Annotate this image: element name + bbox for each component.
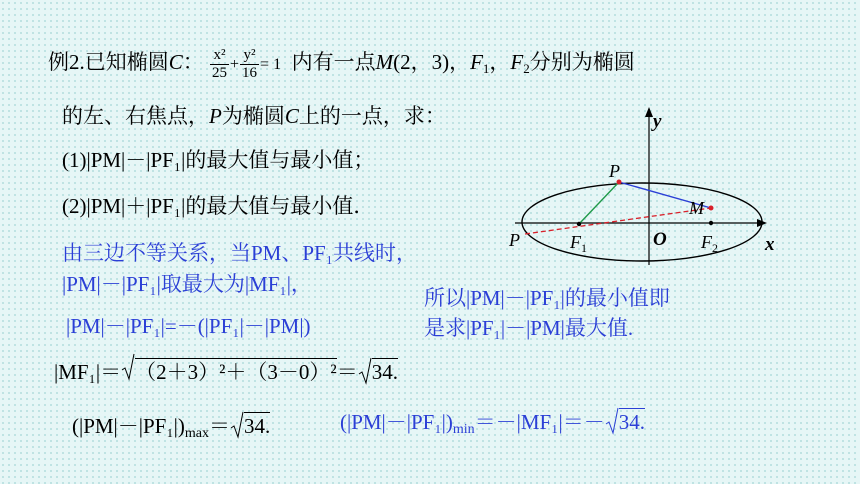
F2-label: $F_2$	[701, 232, 718, 255]
sqrt-34	[230, 414, 270, 439]
frac-num: x²	[210, 47, 229, 65]
focus-F2: F	[510, 50, 524, 74]
solution-line-3: |PM|－|PF₁|=－(|PF₁|－|PM|)	[66, 314, 311, 338]
ellipse-curve	[522, 183, 762, 261]
sqrt-34	[358, 360, 398, 385]
point-coords: (2，3)，	[393, 50, 471, 74]
frac-den: 16	[242, 64, 258, 81]
problem-text: 内有一点	[291, 50, 376, 74]
plus-sign: +	[230, 56, 240, 73]
ellipse-name: C	[284, 104, 299, 128]
radicand: 34.	[618, 410, 645, 434]
y-axis-label: y	[653, 111, 662, 132]
point-F2	[709, 221, 713, 225]
focus-F1: F	[470, 50, 483, 74]
solution-line-7	[340, 406, 645, 438]
dashed-line-MP	[525, 208, 711, 234]
solution-line-4b: 是求|PF₁|－|PM|最大值.	[424, 316, 634, 340]
F1-label: $F_1$	[570, 232, 587, 255]
frac-den: 25	[212, 64, 228, 81]
problem-line-2	[62, 100, 446, 130]
mf1-label: |MF₁|＝	[54, 360, 122, 384]
segment-PF1	[579, 182, 619, 224]
frac-num: y²	[240, 47, 259, 65]
problem-text: 上的一点，求：	[298, 104, 446, 128]
origin-label: O	[653, 229, 667, 250]
sqrt-34	[605, 410, 645, 435]
expression: ＝－|MF₁|＝－	[474, 410, 605, 434]
fraction-y2-16	[240, 47, 259, 82]
colon: ：	[182, 50, 204, 74]
problem-text: 为椭圆	[221, 104, 285, 128]
sqrt-expression	[121, 356, 337, 386]
M-label: M	[689, 198, 704, 218]
ellipse-figure	[495, 105, 795, 265]
point-F1	[577, 222, 581, 226]
equals-one: = 1	[260, 56, 282, 73]
y-axis-arrow	[645, 107, 653, 117]
solution-line-4a: 所以|PM|－|PF₁|的最小值即	[424, 286, 670, 310]
question-1: (1)|PM|－|PF₁|的最大值与最小值；	[62, 148, 375, 172]
problem-line-1	[48, 40, 635, 84]
solution-line-1: 由三边不等关系，当PM、PF₁共线时，	[62, 241, 418, 265]
P-left-label: P	[509, 230, 520, 250]
radicand: 34.	[371, 360, 398, 384]
expression: (|PM|－|PF₁|)	[72, 414, 185, 438]
solution-line-2: |PM|－|PF₁|取最大为|MF₁|，	[62, 272, 312, 296]
point-M: M	[375, 50, 394, 74]
point-P: P	[209, 104, 222, 128]
point-M	[709, 206, 714, 211]
equals-sign: ＝	[208, 414, 230, 438]
radicand: 34.	[243, 414, 271, 438]
P-top-label: P	[609, 161, 620, 181]
equals-sign: ＝	[336, 360, 358, 384]
subscript-min: min	[452, 422, 475, 437]
subscript-max: max	[184, 426, 209, 441]
radicand: （2＋3）²＋（3－0）²	[135, 360, 337, 384]
subscript: 2	[523, 61, 530, 76]
ellipse-name: C	[168, 50, 183, 74]
problem-text: 例2.已知椭圆	[48, 50, 169, 74]
comma: ，	[489, 50, 511, 74]
subscript: 1	[482, 61, 490, 76]
x-axis-label: x	[765, 234, 775, 255]
problem-text: 的左、右焦点，	[62, 104, 209, 128]
solution-line-6	[72, 410, 270, 442]
problem-text: 分别为椭圆	[529, 50, 635, 74]
fraction-x2-25	[210, 47, 229, 82]
solution-line-5	[54, 356, 398, 386]
expression: (|PM|－|PF₁|)	[340, 410, 453, 434]
question-2: (2)|PM|＋|PF₁|的最大值与最小值．	[62, 194, 375, 218]
